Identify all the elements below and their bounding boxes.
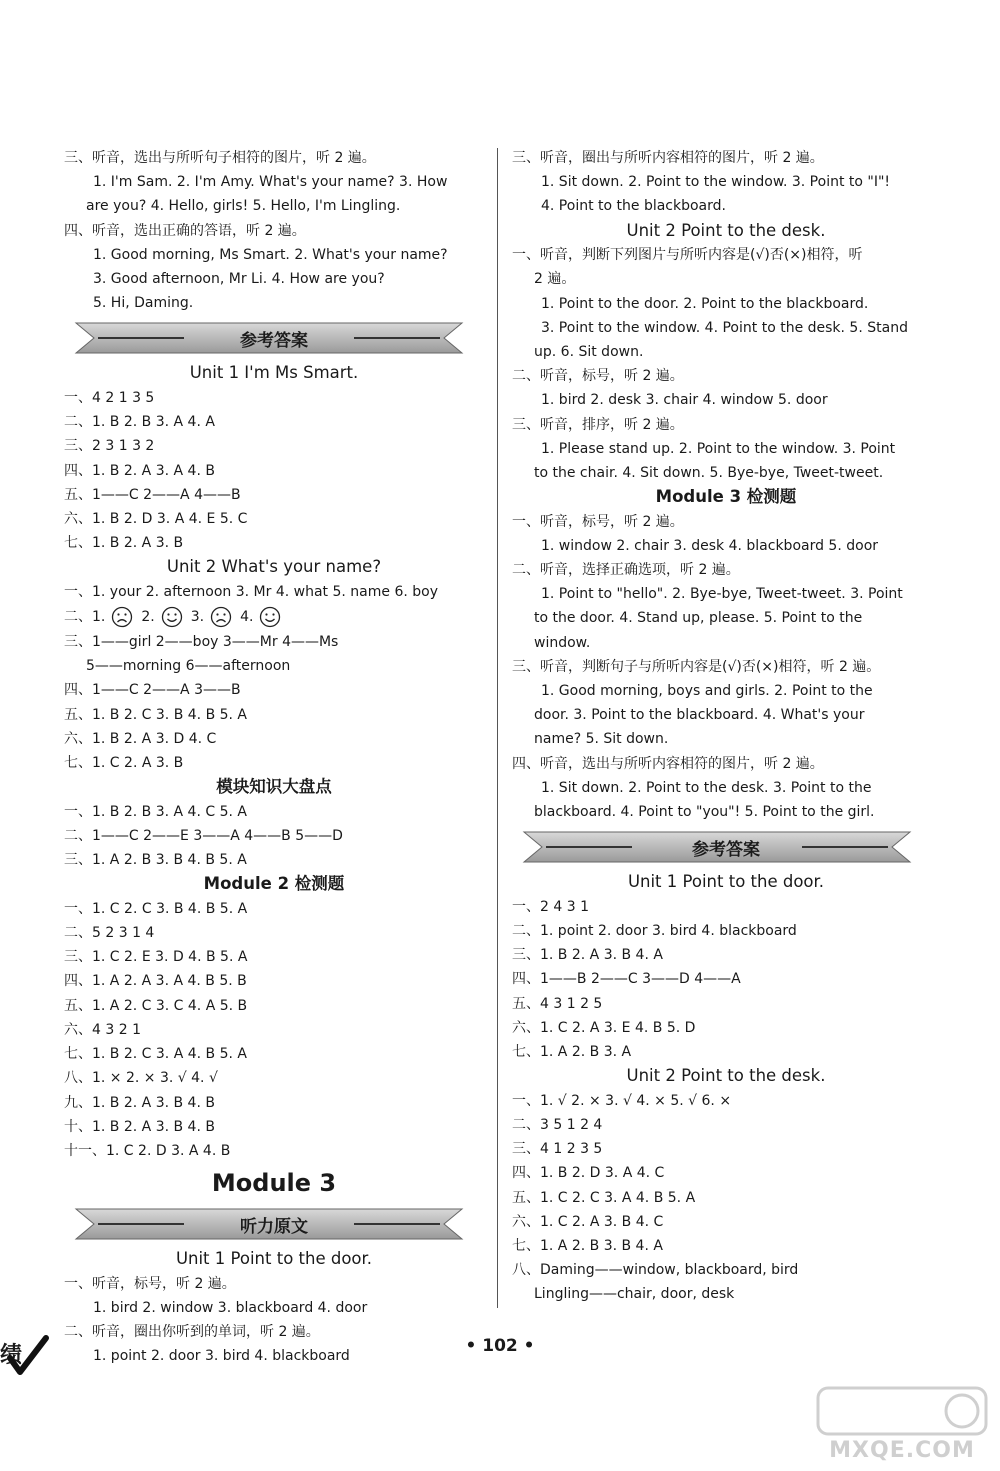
answer-line: 四、1. B 2. A 3. A 4. B [64,462,215,479]
answer-line: 六、1. B 2. A 3. D 4. C [64,730,217,747]
transcript-line: 1. bird 2. desk 3. chair 4. window 5. door [541,392,828,409]
banner-title: 听力原文 [240,1217,308,1238]
answer-line: 八、Daming——window, blackboard, bird [512,1262,799,1279]
section-heading: Module 2 检测题 [203,874,345,894]
transcript-line: 1. Please stand up. 2. Point to the window. 3. Point [541,440,896,457]
column-divider [497,148,498,1308]
question-title: 三、听音，选出与所听句子相符的图片，听 2 遍。 [64,150,376,166]
answer-line: 六、1. C 2. A 3. E 4. B 5. D [512,1019,696,1036]
answer-line: 六、1. C 2. A 3. B 4. C [512,1213,664,1230]
sad-face-icon [111,606,133,628]
answer-line: 二、1——C 2——E 3——A 4——B 5——D [64,827,343,844]
transcript-line: 1. I'm Sam. 2. I'm Amy. What's your name? 3. How [93,174,448,191]
transcript-line: 1. bird 2. window 3. blackboard 4. door [93,1299,368,1316]
answer-line: 十、1. B 2. A 3. B 4. B [64,1118,215,1135]
section-heading: Module 3 检测题 [655,487,797,507]
section-heading: Unit 1 I'm Ms Smart. [189,363,359,383]
transcript-line: door. 3. Point to the blackboard. 4. What's your [534,707,865,724]
transcript-line: 5. Hi, Daming. [93,295,194,312]
transcript-line: 3. Good afternoon, Mr Li. 4. How are you? [93,271,385,288]
answer-line: 二、1. B 2. B 3. A 4. A [64,414,215,431]
section-heading: Unit 2 Point to the desk. [626,1066,826,1086]
answer-line: 一、1. C 2. C 3. B 4. B 5. A [64,900,248,917]
answer-line: 一、1. B 2. B 3. A 4. C 5. A [64,803,247,820]
transcript-line: 4. Point to the blackboard. [541,198,726,215]
transcript-line: 1. Sit down. 2. Point to the desk. 3. Point to the [541,779,872,796]
answer-line: 三、1. C 2. E 3. D 4. B 5. A [64,949,248,966]
answer-list-unit1 [64,386,484,555]
answer-line: 五、4 3 1 2 5 [512,995,603,1012]
answer-line: 六、1. B 2. D 3. A 4. E 5. C [64,510,248,527]
transcript-line: blackboard. 4. Point to "you"! 5. Point to the girl. [534,804,875,821]
answer-line: 十一、1. C 2. D 3. A 4. B [64,1142,231,1159]
module-title: Module 3 [211,1169,337,1198]
corner-mark-text: 绩 [0,1343,23,1368]
line-prefix: 二、 [64,609,92,626]
answers-banner [512,830,940,864]
question-title: 三、听音，圈出与所听内容相符的图片，听 2 遍。 [512,150,824,166]
question-title: 三、听音，判断句子与所听内容是(√)否(×)相符，听 2 遍。 [512,658,881,675]
happy-face-icon [161,606,183,628]
section-heading: Unit 2 Point to the desk. [626,220,826,240]
banner-title: 参考答案 [240,331,308,352]
face-label: 3. [190,609,205,626]
question-title: 二、听音，选择正确选项，听 2 遍。 [512,562,740,579]
answer-line: 三、1. A 2. B 3. B 4. B 5. A [64,852,247,869]
face-label: 2. [141,609,155,626]
answer-line: 五、1. B 2. C 3. B 4. B 5. A [64,706,248,723]
transcript-line: window. [534,634,591,651]
transcript-line: 1. point 2. door 3. bird 4. blackboard [93,1348,350,1365]
answer-line: 五、1. A 2. C 3. C 4. A 5. B [64,997,248,1014]
question-title: 一、听音，判断下列图片与所听内容是(√)否(×)相符，听 [512,247,863,264]
answer-line: 七、1. A 2. B 3. A [512,1044,632,1060]
question-title: 2 遍。 [534,271,576,288]
question-title: 四、听音，选出正确的答语，听 2 遍。 [64,222,306,239]
answer-line: 四、1. A 2. A 3. A 4. B 5. B [64,973,247,990]
answer-line: 三、2 3 1 3 2 [64,438,155,455]
answer-line: 九、1. B 2. A 3. B 4. B [64,1094,215,1111]
answer-line: 二、1. point 2. door 3. bird 4. blackboard [512,922,797,939]
answer-line: 一、1. your 2. afternoon 3. Mr 4. what 5. name 6. boy [64,583,438,600]
answer-line: 五、1——C 2——A 4——B [64,486,241,503]
question-title: 四、听音，选出与所听内容相符的图片，听 2 遍。 [512,755,824,772]
page-number: • 102 • [465,1336,535,1356]
right-column [512,146,940,1307]
watermark-text: MXQE.COM [829,1438,975,1463]
answer-line: 四、1——B 2——C 3——D 4——A [512,971,741,988]
question-title: 二、听音，标号，听 2 遍。 [512,368,684,385]
answer-line: 一、1. √ 2. × 3. √ 4. × 5. √ 6. × [512,1092,732,1109]
happy-face-icon [259,606,281,628]
answer-line: 六、4 3 2 1 [64,1021,141,1038]
transcript-line: are you? 4. Hello, girls! 5. Hello, I'm Lingling. [86,198,401,215]
question-title: 二、听音，圈出你听到的单词，听 2 遍。 [64,1324,320,1341]
transcript-line: 1. Point to "hello". 2. Bye-bye, Tweet-tweet. 3. Point [541,586,903,603]
answer-line: 二、5 2 3 1 4 [64,925,155,942]
section-heading: Unit 1 Point to the door. [627,872,825,892]
transcript-line: name? 5. Sit down. [534,731,669,748]
transcript-line: 3. Point to the window. 4. Point to the desk. 5. Stand [541,319,908,336]
transcript-line: to the chair. 4. Sit down. 5. Bye-bye, Tweet-tweet. [534,464,884,481]
answer-line: 七、1. B 2. C 3. A 4. B 5. A [64,1046,247,1063]
question-title: 一、听音，标号，听 2 遍。 [64,1275,236,1292]
answer-line: 三、1——girl 2——boy 3——Mr 4——Ms [64,634,339,651]
question-title: 三、听音，排序，听 2 遍。 [512,416,684,433]
transcript-line: 1. Good morning, boys and girls. 2. Point to the [541,683,873,700]
answer-line: 二、3 5 1 2 4 [512,1116,603,1133]
watermark [812,1384,992,1466]
answer-line: Lingling——chair, door, desk [534,1286,735,1303]
transcript-line: 1. window 2. chair 3. desk 4. blackboard 5. door [541,537,879,554]
sad-face-icon [210,606,232,628]
answer-line: 七、1. C 2. A 3. B [64,755,184,772]
question-title: 一、听音，标号，听 2 遍。 [512,513,684,530]
answer-line: 五、1. C 2. C 3. A 4. B 5. A [512,1189,696,1206]
answer-line: 四、1. B 2. D 3. A 4. C [512,1165,665,1182]
answer-line: 七、1. A 2. B 3. B 4. A [512,1237,663,1254]
section-heading: Unit 2 What's your name? [166,557,382,577]
transcript-line: 1. Sit down. 2. Point to the window. 3. Point to "I"! [541,174,891,191]
answer-line: 三、4 1 2 3 5 [512,1141,603,1158]
face-label: 4. [240,609,254,626]
answer-line: 一、4 2 1 3 5 [64,389,155,406]
transcript-line: 1. Good morning, Ms Smart. 2. What's your name? [93,246,448,263]
answer-line: 5——morning 6——afternoon [86,658,291,675]
section-heading: Unit 1 Point to the door. [175,1249,373,1269]
left-column [64,146,484,1368]
answer-line: 七、1. B 2. A 3. B [64,535,184,552]
answer-line: 八、1. × 2. × 3. √ 4. √ [64,1070,218,1087]
answer-line: 一、2 4 3 1 [512,898,589,915]
face-answer-line [64,604,484,630]
answers-banner [64,321,484,355]
transcript-line: 1. Point to the door. 2. Point to the blackboard. [541,295,869,312]
section-heading: 模块知识大盘点 [216,777,332,797]
transcript-banner [64,1207,484,1241]
answer-line: 四、1——C 2——A 3——B [64,682,241,699]
banner-title: 参考答案 [692,840,760,861]
face-label: 1. [92,609,106,626]
answer-line: 三、1. B 2. A 3. B 4. A [512,947,663,964]
transcript-line: up. 6. Sit down. [534,343,644,360]
transcript-line: to the door. 4. Stand up, please. 5. Point to the [534,610,863,627]
